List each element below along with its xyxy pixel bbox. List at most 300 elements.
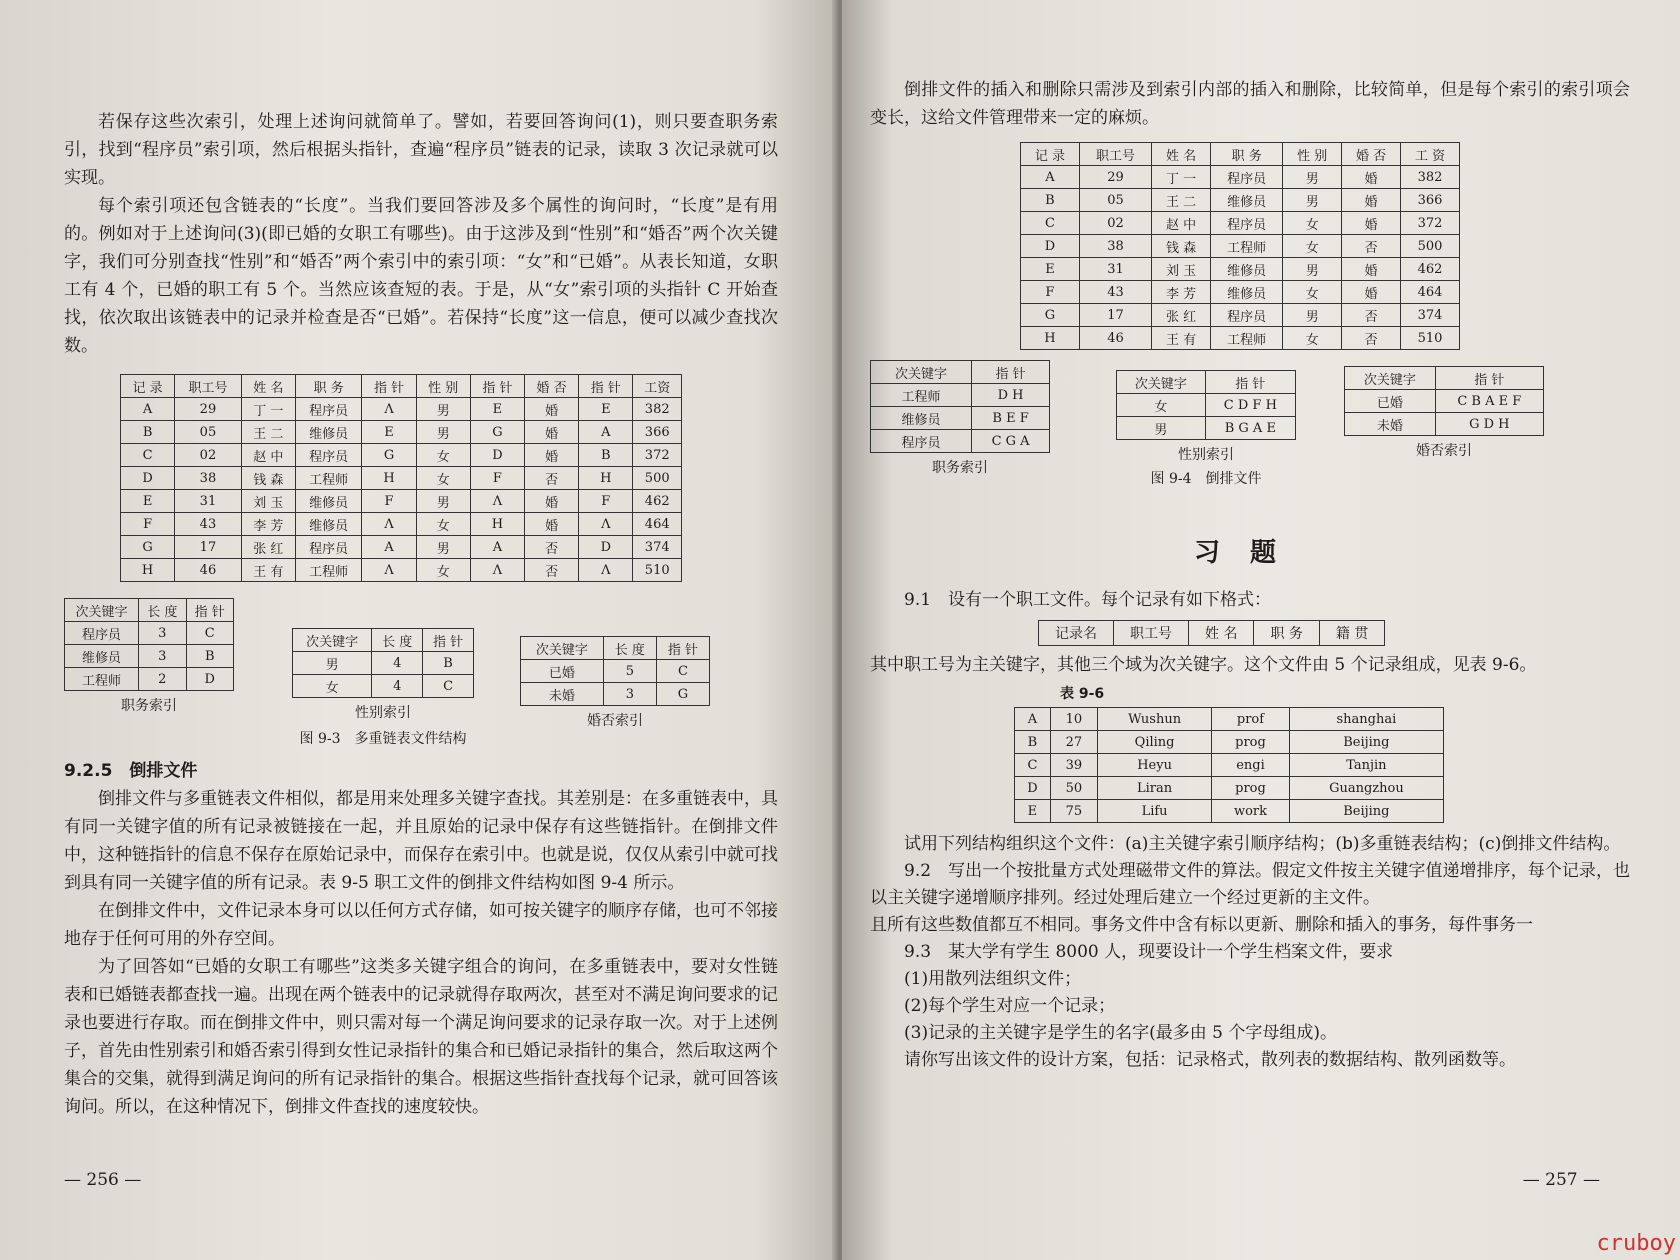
table-header-row xyxy=(121,375,682,398)
right-page-number: — 257 — xyxy=(1522,1170,1600,1190)
table-cell: E xyxy=(1015,800,1051,823)
table-cell: C xyxy=(1015,754,1051,777)
table-cell: 王 二 xyxy=(241,421,295,444)
table-cell: D xyxy=(186,668,234,691)
table-cell: 已婚 xyxy=(521,660,604,683)
table-cell: F xyxy=(1021,281,1080,304)
table-cell: H xyxy=(362,467,416,490)
table-cell: 女 xyxy=(1283,281,1342,304)
table-cell: 否 xyxy=(525,467,579,490)
table-cell: F xyxy=(579,490,633,513)
table-cell: 王 有 xyxy=(241,559,295,582)
table-row xyxy=(65,645,234,668)
table-cell: D xyxy=(470,444,524,467)
table-cell: 婚 xyxy=(1342,212,1401,235)
table-cell: B xyxy=(121,421,175,444)
table-cell: D xyxy=(1015,777,1051,800)
record-format-row xyxy=(1039,621,1385,646)
exercise-9-1-task: 试用下列结构组织这个文件：(a)主关键字索引顺序结构；(b)多重链表结构；(c)倒排文件结构。 xyxy=(904,834,1621,854)
table-cell: 男 xyxy=(416,421,470,444)
table-cell: 工程师 xyxy=(65,668,139,691)
table-header-cell: 指 针 xyxy=(579,375,633,398)
marital-index-caption: 婚否索引 xyxy=(587,713,643,729)
table-cell: 程序员 xyxy=(295,398,362,421)
table-cell: 否 xyxy=(1342,235,1401,258)
table-header-cell: 指 针 xyxy=(1435,367,1543,390)
table-cell: E xyxy=(470,398,524,421)
table-row xyxy=(1345,390,1544,413)
table-cell: Λ xyxy=(362,559,416,582)
table-row xyxy=(1021,258,1460,281)
job-index-caption: 职务索引 xyxy=(121,698,177,714)
multilist-marital-index xyxy=(520,636,710,706)
table-cell: 刘 玉 xyxy=(1152,258,1211,281)
table-cell: shanghai xyxy=(1289,708,1443,731)
table-cell: 374 xyxy=(1401,304,1460,327)
exercises xyxy=(870,587,1630,1074)
table-cell: 17 xyxy=(1079,304,1151,327)
fig-9-4-caption: 图 9-4 倒排文件 xyxy=(1150,471,1262,487)
table-cell: D xyxy=(579,536,633,559)
table-row xyxy=(1021,235,1460,258)
table-cell: 工程师 xyxy=(871,384,972,407)
table-cell: D H xyxy=(972,384,1050,407)
table-row xyxy=(1021,304,1460,327)
table-cell: 男 xyxy=(1117,417,1206,440)
table-row xyxy=(1015,708,1444,731)
table-9-6 xyxy=(1014,707,1444,823)
table-cell: 工程师 xyxy=(1211,327,1283,350)
table-header-cell: 工 资 xyxy=(1401,143,1460,166)
inverted-main-table xyxy=(1020,142,1460,350)
record-format-field: 姓 名 xyxy=(1189,621,1254,646)
table-cell: 500 xyxy=(1401,235,1460,258)
table-cell: 女 xyxy=(416,513,470,536)
table-cell: H xyxy=(579,467,633,490)
table-cell: engi xyxy=(1212,754,1290,777)
table-header-cell: 次关键字 xyxy=(1345,367,1436,390)
table-cell: 46 xyxy=(1079,327,1151,350)
table-cell: 婚 xyxy=(1342,189,1401,212)
table-cell: 婚 xyxy=(1342,166,1401,189)
table-cell: C xyxy=(656,660,709,683)
table-cell: Beijing xyxy=(1289,731,1443,754)
table-header-row xyxy=(1345,367,1544,390)
table-row xyxy=(293,652,474,675)
table-header-cell: 长 度 xyxy=(603,637,656,660)
table-cell: 男 xyxy=(1283,189,1342,212)
table-cell: 工程师 xyxy=(295,559,362,582)
table-row xyxy=(121,467,682,490)
table-header-cell: 指 针 xyxy=(656,637,709,660)
right-para-1: 倒排文件的插入和删除只需涉及到索引内部的插入和删除，比较简单，但是每个索引的索引项会变长，这给文件管理带来一定的麻烦。 xyxy=(870,80,1630,128)
table-cell: Λ xyxy=(362,513,416,536)
table-cell: 否 xyxy=(525,536,579,559)
table-cell: 女 xyxy=(416,444,470,467)
table-cell: 否 xyxy=(1342,304,1401,327)
left-para-3: 倒排文件与多重链表文件相似，都是用来处理多关键字查找。其差别是：在多重链表中，具有同一关键字值的所有记录被链接在一起，并且原始的记录中保存有这些链指针。在倒排文件中，这种链指针的信息不保存在原始记录中，而保存在索引中。也就是说，仅仅从索引中就可找到具有同一关键字值的所有记录。表 9-5 职工文件的倒排文件结构如图 9-4 所示。 xyxy=(64,789,778,893)
table-cell: Beijing xyxy=(1289,800,1443,823)
table-cell: C G A xyxy=(972,430,1050,453)
table-row xyxy=(65,668,234,691)
table-cell: 男 xyxy=(416,398,470,421)
table-header-cell: 次关键字 xyxy=(871,361,972,384)
table-cell: 赵 中 xyxy=(241,444,295,467)
table-header-cell: 记 录 xyxy=(121,375,175,398)
table-header-row xyxy=(65,599,234,622)
table-cell: 男 xyxy=(293,652,372,675)
table-cell: 男 xyxy=(416,490,470,513)
table-header-cell: 婚 否 xyxy=(1342,143,1401,166)
table-cell: 李 芳 xyxy=(1152,281,1211,304)
table-cell: 否 xyxy=(1342,327,1401,350)
table-cell: A xyxy=(362,536,416,559)
table-cell: B xyxy=(423,652,474,675)
table-cell: 女 xyxy=(1283,327,1342,350)
table-cell: 3 xyxy=(139,622,186,645)
table-header-row xyxy=(293,629,474,652)
table-cell: C B A E F xyxy=(1435,390,1543,413)
table-cell: D xyxy=(1021,235,1080,258)
table-cell: 366 xyxy=(633,421,682,444)
table-cell: A xyxy=(121,398,175,421)
table-cell: 5 xyxy=(603,660,656,683)
table-cell: Qiling xyxy=(1097,731,1211,754)
table-header-cell: 指 针 xyxy=(470,375,524,398)
table-cell: G D H xyxy=(1435,413,1543,436)
table-cell: 程序员 xyxy=(1211,304,1283,327)
table-cell: 500 xyxy=(633,467,682,490)
table-cell: prof xyxy=(1212,708,1290,731)
table-cell: 372 xyxy=(1401,212,1460,235)
table-header-cell: 姓 名 xyxy=(1152,143,1211,166)
left-para-1: 若保存这些次索引，处理上述询问就简单了。譬如，若要回答询问(1)，则只要查职务索引，找到“程序员”索引项，然后根据头指针，查遍“程序员”链表的记录，读取 3 次记录就可以实现。 xyxy=(64,112,778,188)
table-row xyxy=(871,384,1050,407)
table-cell: 2 xyxy=(139,668,186,691)
table-row xyxy=(871,407,1050,430)
table-cell: 程序员 xyxy=(1211,166,1283,189)
table-cell: 50 xyxy=(1050,777,1097,800)
table-cell: 43 xyxy=(175,513,242,536)
table-cell: 程序员 xyxy=(871,430,972,453)
record-format-field: 记录名 xyxy=(1039,621,1114,646)
table-cell: 27 xyxy=(1050,731,1097,754)
table-cell: 02 xyxy=(1079,212,1151,235)
table-cell: 否 xyxy=(525,559,579,582)
table-cell: Λ xyxy=(470,559,524,582)
table-cell: 李 芳 xyxy=(241,513,295,536)
table-cell: A xyxy=(579,421,633,444)
multilist-job-index xyxy=(64,598,234,691)
table-cell: 婚 xyxy=(525,421,579,444)
table-cell: C xyxy=(121,444,175,467)
exercise-9-3-item-2: (2)每个学生对应一个记录； xyxy=(904,996,1116,1016)
sex-index-caption: 性别索引 xyxy=(355,705,411,721)
table-cell: H xyxy=(1021,327,1080,350)
table-cell: E xyxy=(121,490,175,513)
table-cell: 维修员 xyxy=(295,421,362,444)
table-row xyxy=(1015,777,1444,800)
exercise-9-2-line: 且所有这些数值都互不相同。事务文件中含有标以更新、删除和插入的事务，每件事务一 xyxy=(870,915,1533,935)
table-cell: 张 红 xyxy=(241,536,295,559)
table-row xyxy=(1015,754,1444,777)
figure-9-4 xyxy=(870,142,1630,510)
table-cell: F xyxy=(121,513,175,536)
table-row xyxy=(1021,166,1460,189)
table-cell: 刘 玉 xyxy=(241,490,295,513)
table-cell: 程序员 xyxy=(295,536,362,559)
table-header-row xyxy=(871,361,1050,384)
table-cell: 维修员 xyxy=(1211,189,1283,212)
multilist-sex-index xyxy=(292,628,474,698)
record-format-field: 职 务 xyxy=(1254,621,1319,646)
table-cell: G xyxy=(656,683,709,706)
table-cell: E xyxy=(362,421,416,444)
table-cell: 10 xyxy=(1050,708,1097,731)
table-cell: 382 xyxy=(1401,166,1460,189)
left-para-5: 为了回答如“已婚的女职工有哪些”这类多关键字组合的询问，在多重链表中，要对女性链表和已婚链表都查找一遍。出现在两个链表中的记录就得存取两次，甚至对不满足询问要求的记录也要进行存取。而在倒排文件中，则只需对每一个满足询问要求的记录存取一次。对于上述例子，首先由性别索引和婚否索引得到女性记录指针的集合和已婚记录指针的集合，然后取这两个集合的交集，就得到满足询问的所有记录指针的集合。根据这些指针查找每个记录，就可回答该询问。所以，在这种情况下，倒排文件查找的速度较快。 xyxy=(64,957,778,1117)
table-cell: 婚 xyxy=(1342,258,1401,281)
table-cell: 婚 xyxy=(525,513,579,536)
record-format-field: 籍 贯 xyxy=(1319,621,1384,646)
table-cell: 维修员 xyxy=(295,513,362,536)
table-row xyxy=(1015,731,1444,754)
table-cell: 女 xyxy=(293,675,372,698)
table-cell: prog xyxy=(1212,777,1290,800)
table-cell: 4 xyxy=(372,652,423,675)
table-cell: 510 xyxy=(1401,327,1460,350)
table-cell: B xyxy=(1021,189,1080,212)
table-cell: G xyxy=(1021,304,1080,327)
table-cell: 丁 一 xyxy=(241,398,295,421)
table-row xyxy=(121,536,682,559)
table-cell: C xyxy=(423,675,474,698)
table-header-cell: 指 针 xyxy=(423,629,474,652)
left-page xyxy=(0,0,838,1260)
inv-job-caption: 职务索引 xyxy=(932,460,988,476)
figure-9-3 xyxy=(64,374,778,748)
table-cell: 46 xyxy=(175,559,242,582)
table-cell: G xyxy=(470,421,524,444)
exercise-9-3-item-1: (1)用散列法组织文件； xyxy=(904,969,1082,989)
exercise-9-2: 9.2 写出一个按批量方式处理磁带文件的算法。假定文件按主关键字值递增排序，每个记录，也以主关键字递增顺序排列。经过处理后建立一个经过更新的主文件。 xyxy=(870,861,1630,908)
table-header-cell: 次关键字 xyxy=(293,629,372,652)
table-cell: 382 xyxy=(633,398,682,421)
table-header-cell: 性 别 xyxy=(1283,143,1342,166)
table-header-cell: 指 针 xyxy=(362,375,416,398)
exercise-9-3-item-3: (3)记录的主关键字是学生的名字(最多由 5 个字母组成)。 xyxy=(904,1023,1337,1043)
watermark-logo: cruboy xyxy=(1596,1231,1676,1256)
table-cell: 女 xyxy=(1117,394,1206,417)
table-cell: Tanjin xyxy=(1289,754,1443,777)
table-cell: Heyu xyxy=(1097,754,1211,777)
table-cell: 女 xyxy=(1283,235,1342,258)
table-row xyxy=(121,559,682,582)
multilist-main-table xyxy=(120,374,682,582)
table-header-cell: 性 别 xyxy=(416,375,470,398)
section-9-2-5-title: 9.2.5 倒排文件 xyxy=(64,761,198,781)
table-row xyxy=(65,622,234,645)
table-cell: 31 xyxy=(1079,258,1151,281)
table-header-cell: 指 针 xyxy=(186,599,234,622)
table-header-row xyxy=(1021,143,1460,166)
table-cell: 366 xyxy=(1401,189,1460,212)
table-cell: G xyxy=(121,536,175,559)
table-header-cell: 指 针 xyxy=(972,361,1050,384)
table-cell: 婚 xyxy=(525,398,579,421)
table-cell: 女 xyxy=(1283,212,1342,235)
fig-9-3-caption: 图 9-3 多重链表文件结构 xyxy=(299,731,467,747)
table-cell: 工程师 xyxy=(1211,235,1283,258)
table-cell: 29 xyxy=(1079,166,1151,189)
table-header-cell: 次关键字 xyxy=(65,599,139,622)
table-cell: 未婚 xyxy=(521,683,604,706)
table-cell: 维修员 xyxy=(871,407,972,430)
table-cell: A xyxy=(1021,166,1080,189)
table-cell: 赵 中 xyxy=(1152,212,1211,235)
table-cell: 372 xyxy=(633,444,682,467)
table-cell: work xyxy=(1212,800,1290,823)
table-cell: C xyxy=(1021,212,1080,235)
table-cell: E xyxy=(579,398,633,421)
table-row xyxy=(121,444,682,467)
table-cell: C D F H xyxy=(1205,394,1295,417)
table-cell: Lifu xyxy=(1097,800,1211,823)
table-cell: F xyxy=(470,467,524,490)
table-cell: 510 xyxy=(633,559,682,582)
table-header-cell: 姓 名 xyxy=(241,375,295,398)
table-cell: 程序员 xyxy=(1211,212,1283,235)
table-cell: 75 xyxy=(1050,800,1097,823)
table-header-cell: 长 度 xyxy=(372,629,423,652)
inverted-job-index xyxy=(870,360,1050,453)
table-cell: 3 xyxy=(603,683,656,706)
table-cell: B G A E xyxy=(1205,417,1295,440)
table-row xyxy=(871,430,1050,453)
exercise-9-1-intro: 9.1 设有一个职工文件。每个记录有如下格式： xyxy=(904,590,1272,610)
exercises-title: 习题 xyxy=(1193,538,1306,568)
table-cell: 男 xyxy=(1283,304,1342,327)
table-header-row xyxy=(1117,371,1296,394)
table-cell: 已婚 xyxy=(1345,390,1436,413)
table-cell: 05 xyxy=(1079,189,1151,212)
table-cell: 女 xyxy=(416,467,470,490)
table-cell: G xyxy=(362,444,416,467)
inverted-sex-index xyxy=(1116,370,1296,440)
table-header-cell: 职 务 xyxy=(1211,143,1283,166)
table-cell: 43 xyxy=(1079,281,1151,304)
table-row xyxy=(1117,417,1296,440)
table-cell: 张 红 xyxy=(1152,304,1211,327)
table-row xyxy=(121,513,682,536)
table-cell: 464 xyxy=(1401,281,1460,304)
table-cell: 374 xyxy=(633,536,682,559)
table-cell: 4 xyxy=(372,675,423,698)
table-row xyxy=(521,660,710,683)
table-cell: 程序员 xyxy=(295,444,362,467)
table-cell: B xyxy=(1015,731,1051,754)
table-cell: H xyxy=(470,513,524,536)
table-row xyxy=(121,398,682,421)
table-row xyxy=(121,490,682,513)
table-row xyxy=(1015,800,1444,823)
table-cell: Wushun xyxy=(1097,708,1211,731)
table-row xyxy=(1345,413,1544,436)
table-cell: 婚 xyxy=(1342,281,1401,304)
table-row xyxy=(121,421,682,444)
table-cell: B E F xyxy=(972,407,1050,430)
table-cell: 女 xyxy=(416,559,470,582)
table-cell: 464 xyxy=(633,513,682,536)
table-row xyxy=(1021,189,1460,212)
table-cell: 29 xyxy=(175,398,242,421)
table-cell: Liran xyxy=(1097,777,1211,800)
table-row xyxy=(293,675,474,698)
table-cell: Λ xyxy=(579,559,633,582)
table-cell: Guangzhou xyxy=(1289,777,1443,800)
record-format-table xyxy=(1038,620,1385,646)
table-cell: 男 xyxy=(1283,166,1342,189)
table-cell: 钱 森 xyxy=(241,467,295,490)
table-9-6-title: 表 9-6 xyxy=(1060,686,1105,702)
table-row xyxy=(1021,281,1460,304)
table-header-row xyxy=(521,637,710,660)
table-header-cell: 记 录 xyxy=(1021,143,1080,166)
table-cell: 钱 森 xyxy=(1152,235,1211,258)
table-row xyxy=(1117,394,1296,417)
inverted-marital-index xyxy=(1344,366,1544,436)
table-cell: 王 有 xyxy=(1152,327,1211,350)
table-cell: 3 xyxy=(139,645,186,668)
left-page-number: — 256 — xyxy=(64,1170,142,1190)
table-cell: 程序员 xyxy=(65,622,139,645)
table-cell: 婚 xyxy=(525,490,579,513)
table-cell: 31 xyxy=(175,490,242,513)
table-header-cell: 指 针 xyxy=(1205,371,1295,394)
table-cell: 未婚 xyxy=(1345,413,1436,436)
inv-marital-caption: 婚否索引 xyxy=(1416,443,1472,459)
table-cell: 男 xyxy=(416,536,470,559)
table-cell: 38 xyxy=(175,467,242,490)
table-cell: 工程师 xyxy=(295,467,362,490)
table-cell: Λ xyxy=(362,398,416,421)
table-header-cell: 职工号 xyxy=(1079,143,1151,166)
table-cell: A xyxy=(1015,708,1051,731)
right-page xyxy=(842,0,1680,1260)
table-cell: 男 xyxy=(1283,258,1342,281)
table-header-cell: 工资 xyxy=(633,375,682,398)
table-cell: F xyxy=(362,490,416,513)
table-row xyxy=(1021,212,1460,235)
exercise-9-1-desc: 其中职工号为主关键字，其他三个域为次关键字。这个文件由 5 个记录组成，见表 9-6。 xyxy=(870,655,1537,675)
table-cell: 维修员 xyxy=(295,490,362,513)
inv-sex-caption: 性别索引 xyxy=(1178,447,1234,463)
table-cell: 维修员 xyxy=(1211,258,1283,281)
table-cell: 05 xyxy=(175,421,242,444)
table-row xyxy=(521,683,710,706)
table-header-cell: 职 务 xyxy=(295,375,362,398)
table-cell: B xyxy=(579,444,633,467)
table-cell: 17 xyxy=(175,536,242,559)
table-cell: 462 xyxy=(1401,258,1460,281)
table-header-cell: 长 度 xyxy=(139,599,186,622)
table-cell: 462 xyxy=(633,490,682,513)
table-cell: prog xyxy=(1212,731,1290,754)
table-header-cell: 次关键字 xyxy=(1117,371,1206,394)
table-row xyxy=(1021,327,1460,350)
left-para-2: 每个索引项还包含链表的“长度”。当我们要回答涉及多个属性的询问时，“长度”是有用的。例如对于上述询问(3)(即已婚的女职工有哪些)。由于这涉及到“性别”和“婚否”两个次关键字，我们可分别查找“性别”和“婚否”两个索引中的索引项：“女”和“已婚”。从表长知道，女职工有 4 个，已婚的职工有 5 个。当然应该查短的表。于是，从“女”索引项的头指针 C 开始查找，依次取出该链表中的记录并检查是否“已婚”。若保持“长度”这一信息，便可以减少查找次数。 xyxy=(64,196,778,356)
table-cell: 38 xyxy=(1079,235,1151,258)
